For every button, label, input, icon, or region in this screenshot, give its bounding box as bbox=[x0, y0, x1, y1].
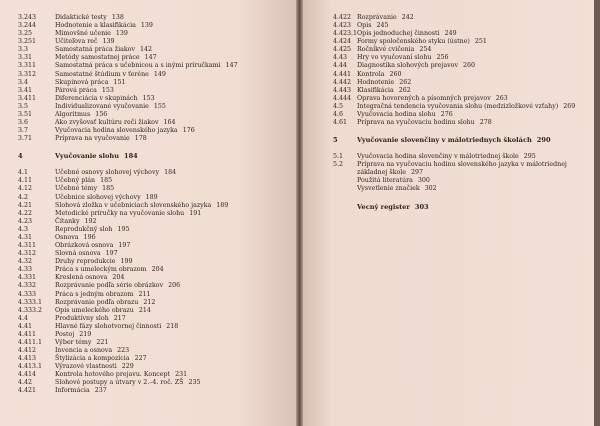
toc-entry bbox=[18, 127, 238, 135]
toc-section-number: 5.1 bbox=[333, 153, 344, 161]
toc-entry bbox=[333, 62, 575, 70]
toc-page-number: 189 bbox=[145, 193, 158, 201]
toc-page-number: 218 bbox=[166, 322, 179, 330]
toc-title: Vyučovacia hodina slohu bbox=[357, 110, 436, 118]
toc-title: Invencia a osnova bbox=[55, 347, 113, 355]
toc-title: Slohová zložka v učebniciach slovenského jazyka bbox=[55, 201, 212, 209]
toc-title: Práca s umeleckým obrazom bbox=[55, 266, 147, 274]
toc-section-number: 4.333 bbox=[18, 290, 37, 298]
toc-spacer bbox=[333, 194, 575, 203]
toc-page-number: 142 bbox=[140, 46, 153, 54]
toc-title: Vyučovacia hodina slovenského jazyka bbox=[55, 127, 178, 135]
toc-page-number: 184 bbox=[164, 169, 177, 177]
toc-title: Formy spoločenského styku (ústne) bbox=[357, 38, 470, 46]
toc-title: Hodnotenie a klasifikácia bbox=[55, 22, 136, 30]
toc-entry bbox=[18, 119, 238, 127]
toc-section-number: 4.33 bbox=[18, 266, 33, 274]
toc-entry bbox=[18, 46, 238, 54]
toc-title: Kontrola bbox=[357, 70, 385, 78]
toc-page-number: 204 bbox=[112, 274, 125, 282]
toc-entry bbox=[18, 307, 238, 315]
toc-title: Metodické príručky na vyučovanie slohu bbox=[55, 209, 185, 217]
toc-page-number: 155 bbox=[153, 102, 166, 110]
toc-section-number: 3.31 bbox=[18, 54, 33, 62]
toc-title: Štylizácia a kompozícia bbox=[55, 355, 130, 363]
toc-section-number: 4 bbox=[18, 152, 23, 161]
toc-section-number: 4.5 bbox=[333, 102, 344, 110]
toc-title: Postoj bbox=[55, 330, 75, 338]
toc-entry bbox=[333, 30, 575, 38]
toc-section-number: 5 bbox=[333, 136, 338, 145]
toc-title: Rozprávanie podľa série obrázkov bbox=[55, 282, 164, 290]
toc-section-number: 4.1 bbox=[18, 169, 29, 177]
toc-title: Príprava na vyučovaciu hodinu slohu bbox=[357, 119, 475, 127]
toc-chapter-entry bbox=[18, 152, 238, 160]
toc-page-number: 151 bbox=[113, 78, 126, 86]
toc-title: Učebnice slohovej výchovy bbox=[55, 193, 141, 201]
toc-section-number: 3.243 bbox=[18, 14, 37, 21]
toc-entry bbox=[333, 54, 575, 62]
toc-title: Kontrola hotového prejavu. Koncept bbox=[55, 371, 171, 379]
toc-title: Algoritmus bbox=[55, 110, 91, 118]
toc-section-number: 4.44 bbox=[333, 62, 348, 70]
toc-section-number: 5.2 bbox=[333, 161, 344, 169]
toc-entry bbox=[18, 54, 238, 62]
toc-entry bbox=[18, 274, 238, 282]
toc-page-number: 149 bbox=[153, 70, 166, 78]
right-page bbox=[303, 0, 600, 426]
toc-page-number: 235 bbox=[188, 379, 201, 387]
toc-page-number: 290 bbox=[536, 136, 551, 145]
toc-page-number: 295 bbox=[523, 153, 536, 161]
toc-page-number: 153 bbox=[142, 94, 155, 102]
toc-page-number: 278 bbox=[479, 119, 492, 127]
toc-page-number: 231 bbox=[175, 371, 188, 379]
left-page bbox=[0, 0, 296, 426]
toc-section-number: 3.3 bbox=[18, 46, 29, 54]
toc-entry bbox=[333, 153, 575, 161]
toc-entry bbox=[18, 387, 238, 395]
toc-entry bbox=[18, 22, 238, 30]
toc-entry bbox=[18, 347, 238, 355]
toc-page-number: 302 bbox=[424, 185, 437, 193]
toc-title: Druhy reprodukcie bbox=[55, 258, 116, 266]
toc-section-number: 4.424 bbox=[333, 38, 352, 46]
toc-entry bbox=[18, 339, 238, 347]
toc-section-number: 4.4 bbox=[18, 314, 29, 322]
toc-title: Učebné témy bbox=[55, 185, 98, 193]
toc-section-number: 4.413 bbox=[18, 355, 37, 363]
toc-entry bbox=[333, 79, 575, 87]
toc-page-number: 147 bbox=[225, 62, 238, 70]
toc-entry bbox=[18, 62, 238, 70]
toc-spacer bbox=[333, 127, 575, 136]
toc-entry bbox=[18, 194, 238, 202]
toc-section-number: 4.413.1 bbox=[18, 363, 43, 371]
toc-entry bbox=[18, 234, 238, 242]
toc-page-number: 263 bbox=[495, 94, 508, 102]
toc-section-number: 4.41 bbox=[18, 322, 33, 330]
toc-page-number: 223 bbox=[117, 347, 130, 355]
toc-page-number: 184 bbox=[123, 152, 138, 161]
toc-entry bbox=[18, 331, 238, 339]
toc-page-number: 197 bbox=[118, 242, 131, 250]
toc-section-number: 4.311 bbox=[18, 242, 37, 250]
toc-title: Didaktické testy bbox=[55, 14, 107, 21]
toc-entry bbox=[18, 379, 238, 387]
toc-entry bbox=[333, 95, 575, 103]
toc-section-number: 4.411.1 bbox=[18, 338, 43, 346]
toc-section-number: 4.312 bbox=[18, 250, 37, 258]
toc-page-number: 221 bbox=[96, 338, 109, 346]
toc-section-number: 4.423.1 bbox=[333, 30, 358, 38]
toc-page-number: 260 bbox=[463, 62, 476, 70]
toc-chapter-entry bbox=[333, 203, 575, 211]
toc-title: Príprava na vyučovanie bbox=[55, 135, 130, 143]
toc-entry bbox=[18, 79, 238, 87]
toc-entry bbox=[18, 177, 238, 185]
toc-page-number: 227 bbox=[134, 355, 147, 363]
toc-entry bbox=[18, 291, 238, 299]
toc-page-number: 139 bbox=[102, 38, 115, 46]
toc-page-number: 211 bbox=[138, 290, 151, 298]
toc-page-number: 185 bbox=[100, 177, 113, 185]
right-toc-list bbox=[333, 14, 575, 211]
toc-entry bbox=[18, 30, 238, 38]
toc-page-number: 196 bbox=[83, 233, 96, 241]
toc-title: Učebné osnovy slohovej výchovy bbox=[55, 169, 160, 177]
toc-entry bbox=[18, 299, 238, 307]
toc-section-number: 4.43 bbox=[333, 54, 348, 62]
toc-spacer bbox=[18, 143, 238, 152]
toc-title: Vyučovanie slovenčiny v málotriednych školách bbox=[357, 136, 532, 145]
toc-title: Vyučovacia hodina slovenčiny v málotriednej škole bbox=[357, 153, 519, 161]
toc-entry bbox=[18, 202, 238, 210]
toc-title: Rozprávanie podľa obrazu bbox=[55, 298, 139, 306]
toc-page-number: 219 bbox=[79, 330, 92, 338]
toc-page-number: 164 bbox=[163, 119, 176, 127]
toc-section-number: 3.411 bbox=[18, 94, 37, 102]
toc-title: Reprodukčný sloh bbox=[55, 225, 113, 233]
toc-title: Produktívny sloh bbox=[55, 314, 109, 322]
toc-page-number: 199 bbox=[120, 258, 133, 266]
toc-title: Obrázková osnova bbox=[55, 242, 114, 250]
toc-section-number: 4.23 bbox=[18, 217, 33, 225]
toc-section-number: 3.251 bbox=[18, 38, 37, 46]
toc-spacer bbox=[333, 144, 575, 153]
toc-page-number: 153 bbox=[101, 86, 114, 94]
toc-title: Párová práca bbox=[55, 86, 97, 94]
toc-section-number: 3.5 bbox=[18, 102, 29, 110]
toc-section-number: 4.443 bbox=[333, 86, 352, 94]
toc-title: Diagnostika slohových prejavov bbox=[357, 62, 459, 70]
toc-title: Vyučovanie slohu bbox=[55, 152, 119, 161]
toc-entry bbox=[333, 169, 575, 177]
toc-entry bbox=[333, 87, 575, 95]
toc-section-number: 4.12 bbox=[18, 185, 33, 193]
toc-section-number: 3.7 bbox=[18, 127, 29, 135]
toc-entry bbox=[18, 135, 238, 143]
toc-section-number: 4.11 bbox=[18, 177, 33, 185]
toc-page-number: 139 bbox=[115, 30, 128, 38]
toc-entry bbox=[18, 38, 238, 46]
toc-title: Klasifikácia bbox=[357, 86, 394, 94]
toc-page-number: 303 bbox=[414, 202, 429, 211]
toc-entry bbox=[18, 218, 238, 226]
toc-page-number: 185 bbox=[102, 185, 115, 193]
toc-entry bbox=[333, 46, 575, 54]
toc-page-number: 189 bbox=[216, 201, 229, 209]
toc-title: Hlavné fázy slohotvornej činnosti bbox=[55, 322, 162, 330]
toc-title: Práca s jedným obrazom bbox=[55, 290, 134, 298]
toc-chapter-entry bbox=[333, 136, 575, 144]
toc-entry bbox=[18, 111, 238, 119]
toc-page-number: 269 bbox=[563, 102, 576, 110]
toc-page-number: 229 bbox=[121, 363, 134, 371]
toc-page-number: 300 bbox=[417, 177, 430, 185]
toc-page-number: 237 bbox=[94, 387, 107, 395]
toc-entry bbox=[333, 119, 575, 127]
toc-entry bbox=[333, 14, 575, 22]
toc-title: Opis umeleckého obrazu bbox=[55, 306, 134, 314]
toc-section-number: 4.414 bbox=[18, 371, 37, 379]
toc-page-number: 214 bbox=[138, 306, 151, 314]
toc-section-number: 4.333.1 bbox=[18, 298, 43, 306]
toc-section-number: 4.411 bbox=[18, 330, 37, 338]
toc-section-number: 3.311 bbox=[18, 62, 37, 70]
toc-title: Opis jednoduchej činnosti bbox=[357, 30, 440, 38]
toc-title: Individualizované vyučovanie bbox=[55, 102, 149, 110]
left-toc-list bbox=[18, 14, 238, 396]
toc-section-number: 3.71 bbox=[18, 135, 33, 143]
toc-section-number: 3.6 bbox=[18, 119, 29, 127]
toc-entry bbox=[18, 250, 238, 258]
toc-title: Metódy samostatnej práce bbox=[55, 54, 140, 62]
toc-section-number: 4.6 bbox=[333, 110, 344, 118]
toc-section-number: 4.2 bbox=[18, 193, 29, 201]
toc-page-number: 204 bbox=[151, 266, 164, 274]
toc-entry bbox=[18, 169, 238, 177]
toc-title: Skupinová práca bbox=[55, 78, 109, 86]
toc-title: Oprava hovorených a písomných prejavov bbox=[357, 94, 491, 102]
toc-entry bbox=[18, 266, 238, 274]
toc-entry bbox=[333, 103, 575, 111]
toc-title: Hodnotenie bbox=[357, 78, 395, 86]
toc-section-number: 3.25 bbox=[18, 30, 33, 38]
toc-page-number: 276 bbox=[440, 110, 453, 118]
toc-entry bbox=[18, 185, 238, 193]
toc-page-number: 242 bbox=[401, 14, 414, 21]
toc-section-number: 4.425 bbox=[333, 46, 352, 54]
toc-title: Čítanky bbox=[55, 217, 80, 225]
toc-title: Výber témy bbox=[55, 338, 92, 346]
toc-title: Integračná tendencia vyučovania slohu (medzizložkové vzťahy) bbox=[357, 102, 559, 110]
toc-section-number: 4.422 bbox=[333, 14, 352, 21]
toc-section-number: 4.32 bbox=[18, 258, 33, 266]
toc-section-number: 4.444 bbox=[333, 94, 352, 102]
toc-title: Použitá literatúra bbox=[357, 177, 413, 185]
toc-entry bbox=[18, 363, 238, 371]
toc-title: Samostatná práca žiakov bbox=[55, 46, 136, 54]
toc-section-number: 3.312 bbox=[18, 70, 37, 78]
toc-section-number: 3.51 bbox=[18, 110, 33, 118]
toc-entry bbox=[333, 71, 575, 79]
toc-section-number: 3.41 bbox=[18, 86, 33, 94]
toc-section-number: 4.22 bbox=[18, 209, 33, 217]
toc-entry bbox=[333, 38, 575, 46]
toc-entry bbox=[18, 226, 238, 234]
toc-page-number: 262 bbox=[398, 86, 411, 94]
toc-entry bbox=[18, 87, 238, 95]
toc-section-number: 4.412 bbox=[18, 347, 37, 355]
toc-page-number: 197 bbox=[105, 250, 118, 258]
toc-section-number: 4.31 bbox=[18, 233, 33, 241]
toc-page-number: 297 bbox=[411, 169, 424, 177]
toc-title: Samostatná práca s učebnicou a s inými príručkami bbox=[55, 62, 221, 70]
toc-page-number: 260 bbox=[389, 70, 402, 78]
toc-section-number: 4.61 bbox=[333, 119, 348, 127]
toc-title: Osnova bbox=[55, 233, 79, 241]
toc-entry bbox=[18, 323, 238, 331]
toc-page-number: 254 bbox=[419, 46, 432, 54]
toc-page-number: 147 bbox=[144, 54, 157, 62]
toc-title: Mimovšné učenie bbox=[55, 30, 111, 38]
toc-entry bbox=[18, 242, 238, 250]
toc-section-number: 4.42 bbox=[18, 379, 33, 387]
toc-page-number: 251 bbox=[474, 38, 487, 46]
toc-section-number: 4.3 bbox=[18, 225, 29, 233]
toc-title: Opis bbox=[357, 22, 372, 30]
toc-title: Učebný plán bbox=[55, 177, 96, 185]
toc-section-number: 4.441 bbox=[333, 70, 352, 78]
toc-title: Samostatné štúdium v ťeréne bbox=[55, 70, 149, 78]
toc-entry bbox=[333, 185, 575, 193]
toc-page-number: 176 bbox=[182, 127, 195, 135]
toc-section-number: 4.331 bbox=[18, 274, 37, 282]
toc-spacer bbox=[18, 160, 238, 169]
toc-title: Rozprávanie bbox=[357, 14, 397, 21]
toc-entry bbox=[18, 103, 238, 111]
toc-title: Diferenciácia v skupinách bbox=[55, 94, 138, 102]
toc-page-number: 192 bbox=[84, 217, 97, 225]
toc-page-number: 195 bbox=[117, 225, 130, 233]
toc-entry bbox=[18, 210, 238, 218]
toc-page-number: 138 bbox=[111, 14, 124, 21]
toc-title: Hry vo vyučovaní slohu bbox=[357, 54, 432, 62]
toc-title: Vecný register bbox=[357, 202, 410, 211]
toc-section-number: 4.332 bbox=[18, 282, 37, 290]
toc-page-number: 178 bbox=[134, 135, 147, 143]
toc-section-number: 4.333.2 bbox=[18, 306, 43, 314]
toc-page-number: 262 bbox=[399, 78, 412, 86]
toc-entry bbox=[18, 355, 238, 363]
toc-title: Príprava na vyučovaciu hodinu slovenského jazyka v málotriednej bbox=[357, 161, 567, 169]
toc-title: Výrazové vlastnosti bbox=[55, 363, 117, 371]
toc-title: Ako zvyšovať kultúru reči žiakov bbox=[55, 119, 159, 127]
toc-title: Ročníkvé cvičenia bbox=[357, 46, 415, 54]
toc-entry bbox=[18, 95, 238, 103]
toc-page-number: 191 bbox=[189, 209, 202, 217]
toc-entry bbox=[333, 161, 575, 169]
toc-section-number: 4.421 bbox=[18, 387, 37, 395]
toc-entry bbox=[18, 71, 238, 79]
toc-entry bbox=[333, 22, 575, 30]
toc-page-number: 217 bbox=[113, 314, 126, 322]
toc-section-number: 4.423 bbox=[333, 22, 352, 30]
toc-page-number: 245 bbox=[376, 22, 389, 30]
toc-section-number: 4.442 bbox=[333, 78, 352, 86]
toc-entry bbox=[333, 177, 575, 185]
toc-title: Slovná osnova bbox=[55, 250, 101, 258]
toc-entry bbox=[18, 258, 238, 266]
toc-section-number: 4.21 bbox=[18, 201, 33, 209]
toc-page-number: 256 bbox=[436, 54, 449, 62]
toc-section-number: 3.4 bbox=[18, 78, 29, 86]
toc-entry bbox=[18, 315, 238, 323]
toc-title: Kreslená osnova bbox=[55, 274, 108, 282]
toc-page-number: 139 bbox=[140, 22, 153, 30]
toc-title: Slohové postupy a útvary v 2.–4. roč. ZŠ bbox=[55, 379, 184, 387]
toc-page-number: 249 bbox=[444, 30, 457, 38]
book-gutter bbox=[296, 0, 303, 426]
toc-entry bbox=[18, 14, 238, 22]
toc-entry bbox=[18, 282, 238, 290]
toc-title: Informácia bbox=[55, 387, 90, 395]
toc-page-number: 206 bbox=[168, 282, 181, 290]
page-edge bbox=[594, 0, 600, 426]
toc-title: Vysvetlenie značiek bbox=[357, 185, 420, 193]
toc-entry bbox=[333, 111, 575, 119]
toc-title: základnej škole bbox=[357, 169, 407, 177]
toc-section-number: 3.244 bbox=[18, 22, 37, 30]
toc-title: Učiteľova reč bbox=[55, 38, 98, 46]
toc-page-number: 212 bbox=[143, 298, 156, 306]
toc-page-number: 156 bbox=[95, 110, 108, 118]
